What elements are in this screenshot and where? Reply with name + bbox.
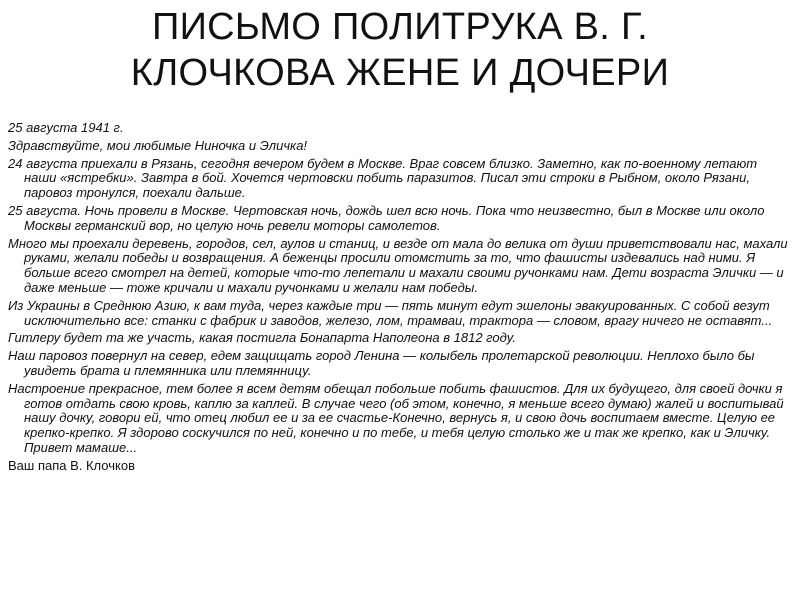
letter-paragraph: Наш паровоз повернул на север, едем защищать город Ленина — колыбель пролетарской революции. Неплохо было бы увидеть брата и племянника или племянницу. <box>8 348 755 378</box>
letter-signature: Ваш папа В. Клочков <box>8 457 135 473</box>
letter-greeting: Здравствуйте, мои любимые Ниночка и Эличка! <box>8 137 308 153</box>
letter-paragraph: Гитлеру будет та же участь, какая постигла Бонапарта Наполеона в 1812 году. <box>8 330 516 346</box>
letter-paragraph: 25 августа. Ночь провели в Москве. Чертовская ночь, дождь шел всю ночь. Пока что неизвестно, был в Москве или около Москвы германский вор, но целую ночь ревели моторы самолетов. <box>8 202 765 233</box>
letter-paragraph: 24 августа приехали в Рязань, сегодня вечером будем в Москве. Враг совсем близко. Заметно, как по-военному летают наши «ястребки». Завтра в бой. Хочется чертовски побить паразитов. Писал эти строки в Рыбном, около Рязани, паровоз тронулся, поехали дальше. <box>8 155 758 201</box>
slide-title-line-2: КЛОЧКОВА ЖЕНЕ И ДОЧЕРИ <box>130 52 670 94</box>
letter-date: 25 августа 1941 г. <box>8 120 124 135</box>
slide-title <box>0 4 800 96</box>
slide-title-line-1: ПИСЬМО ПОЛИТРУКА В. Г. <box>151 6 649 48</box>
letter-paragraph: Много мы проехали деревень, городов, сел, аулов и станиц, и везде от мала до велика от души приветствовали нас, махали руками, желали победы и возвращения. А беженцы просили отомстить за то, что фашисты издевались над ними. Я больше всего смотрел на детей, которые что-то лепетали и махали своими ручонками нам. Дети возраста Элички — и даже меньше — тоже кричали и махали ручонками и желали нам победы. <box>8 235 788 295</box>
letter-paragraph: Из Украины в Среднюю Азию, к вам туда, через каждые три — пять минут едут эшелоны эвакуированных. С собой везут исключительно все: станки с фабрик и заводов, железо, лом, трамваи, трактора — словом, врагу ничего не оставят... <box>8 297 773 328</box>
letter-paragraph: Настроение прекрасное, тем более я всем детям обещал побольше побить фашистов. Для их будущего, для своей дочки я готов отдать свою кровь, каплю за каплей. В случае чего (об этом, конечно, я меньше всего думаю) жалей и воспитывай нашу дочку, говори ей, что отец любил ее и за ее счастье-Конечно, вернусь я, и свою дочь воспитаем вместе. Целую ее крепко-крепко. Я здорово соскучился по ней, конечно и по тебе, и тебя целую столько же и так же крепко, как и Эличку. Привет мамаше... <box>8 380 784 455</box>
letter-body <box>8 121 790 477</box>
